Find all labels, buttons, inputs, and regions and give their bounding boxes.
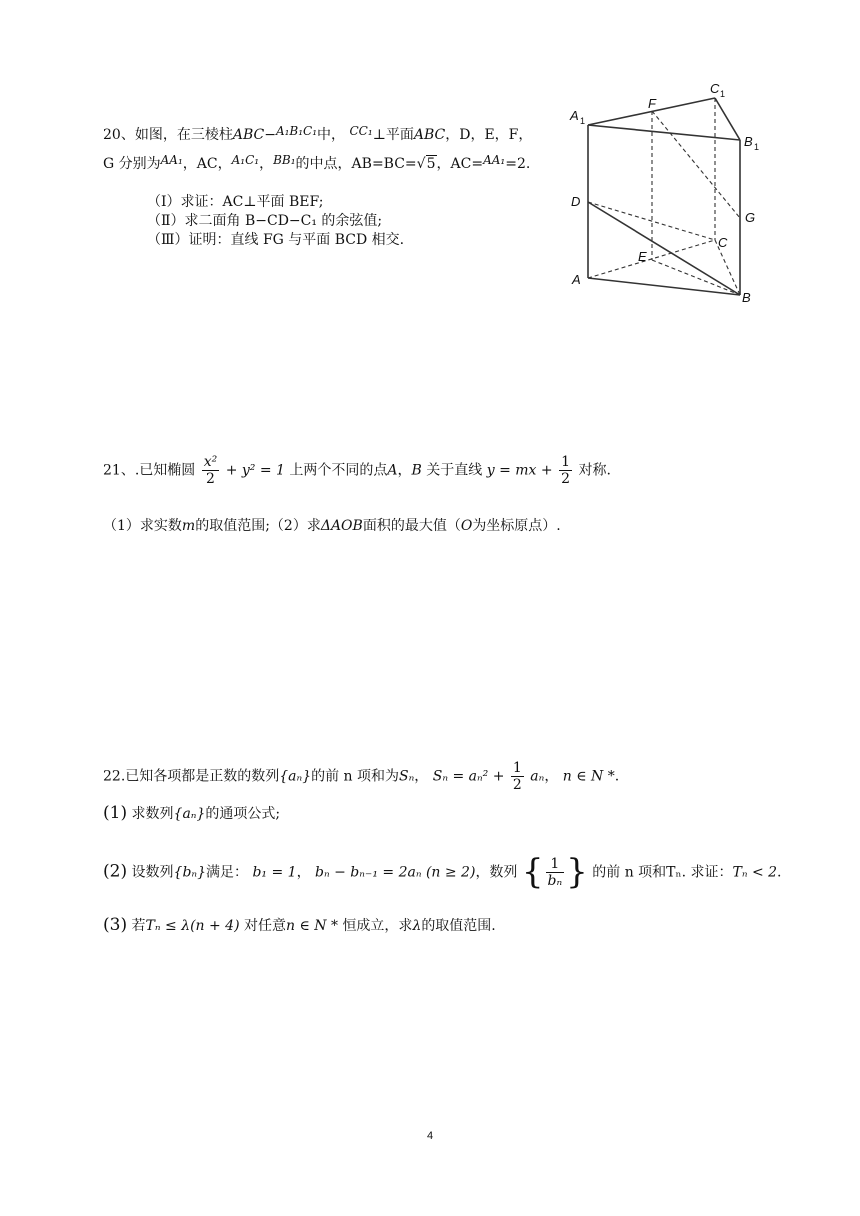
- label-F: F: [648, 96, 656, 111]
- label-A1: A: [570, 108, 579, 123]
- q20-part-2: （Ⅱ）求二面角 B−CD−C₁ 的余弦值;: [147, 213, 383, 229]
- label-A: A: [572, 272, 581, 287]
- q22-part-2: (2) 设数列{bₙ}满足： b₁ = 1， bₙ − bₙ₋₁ = 2aₙ (n ≥ 2)，数列 { $\frac{1}{\text{bₙ}}$ } 的前 n 项和Tₙ. 求证：Tₙ < 2.: [103, 852, 782, 892]
- q22-intro: 22.已知各项都是正数的数列{aₙ}的前 n 项和为Sₙ， Sₙ = aₙ² + $\frac{1}{2}$ aₙ， n ∈ N *.: [103, 760, 620, 793]
- label-E: E: [638, 249, 647, 264]
- svg-text:1: 1: [580, 116, 586, 126]
- label-B: B: [742, 290, 751, 305]
- left-brace: {: [521, 852, 544, 892]
- q20-line-1: 20、如图，在三棱柱ABC−A₁B₁C₁中， CC₁⊥平面ABC，D，E，F，: [103, 124, 533, 143]
- right-brace: }: [566, 852, 588, 892]
- q21-line-2: （1）求实数m的取值范围;（2）求ΔAOB面积的最大值（O为坐标原点）.: [103, 518, 561, 534]
- q22-part-1: (1) 求数列{aₙ}的通项公式;: [103, 803, 281, 823]
- label-C1: C: [710, 81, 720, 96]
- q20-part-1: （Ⅰ）求证：AC⊥平面 BEF;: [147, 194, 324, 210]
- page-number: 4: [426, 1130, 434, 1142]
- q22-part-3: (3) 若Tₙ ≤ λ(n + 4) 对任意n ∈ N * 恒成立，求λ的取值范围.: [103, 915, 496, 935]
- label-D: D: [571, 194, 581, 209]
- label-B1: B: [744, 134, 753, 149]
- label-G: G: [745, 210, 756, 225]
- sqrt-5: √5: [416, 156, 436, 172]
- label-C: C: [718, 235, 728, 250]
- fraction-one-over-bn: $\frac{1}{\text{bₙ}}$: [547, 855, 563, 889]
- q20-part-3: （Ⅲ）证明：直线 FG 与平面 BCD 相交.: [147, 232, 405, 248]
- fraction-one-half: $\frac{1}{2}$: [512, 760, 522, 793]
- fraction-x2-over-2: $\frac{\text{x²}}{2}$: [203, 454, 218, 487]
- q20-line-2: G 分别为AA₁，AC，A₁C₁，BB₁的中点，AB=BC=√5，AC=AA₁=2.: [103, 153, 531, 172]
- svg-text:1: 1: [720, 89, 726, 99]
- fraction-one-half: $\frac{1}{2}$: [561, 454, 570, 487]
- svg-text:1: 1: [754, 142, 760, 152]
- prism-figure: [560, 70, 770, 310]
- q21-line-1: 21、.已知椭圆 $\frac{\text{x²}}{2}$ + y² = 1 上两个不同的点A，B 关于直线 y = mx + $\frac{1}{2}$ 对称.: [103, 454, 611, 487]
